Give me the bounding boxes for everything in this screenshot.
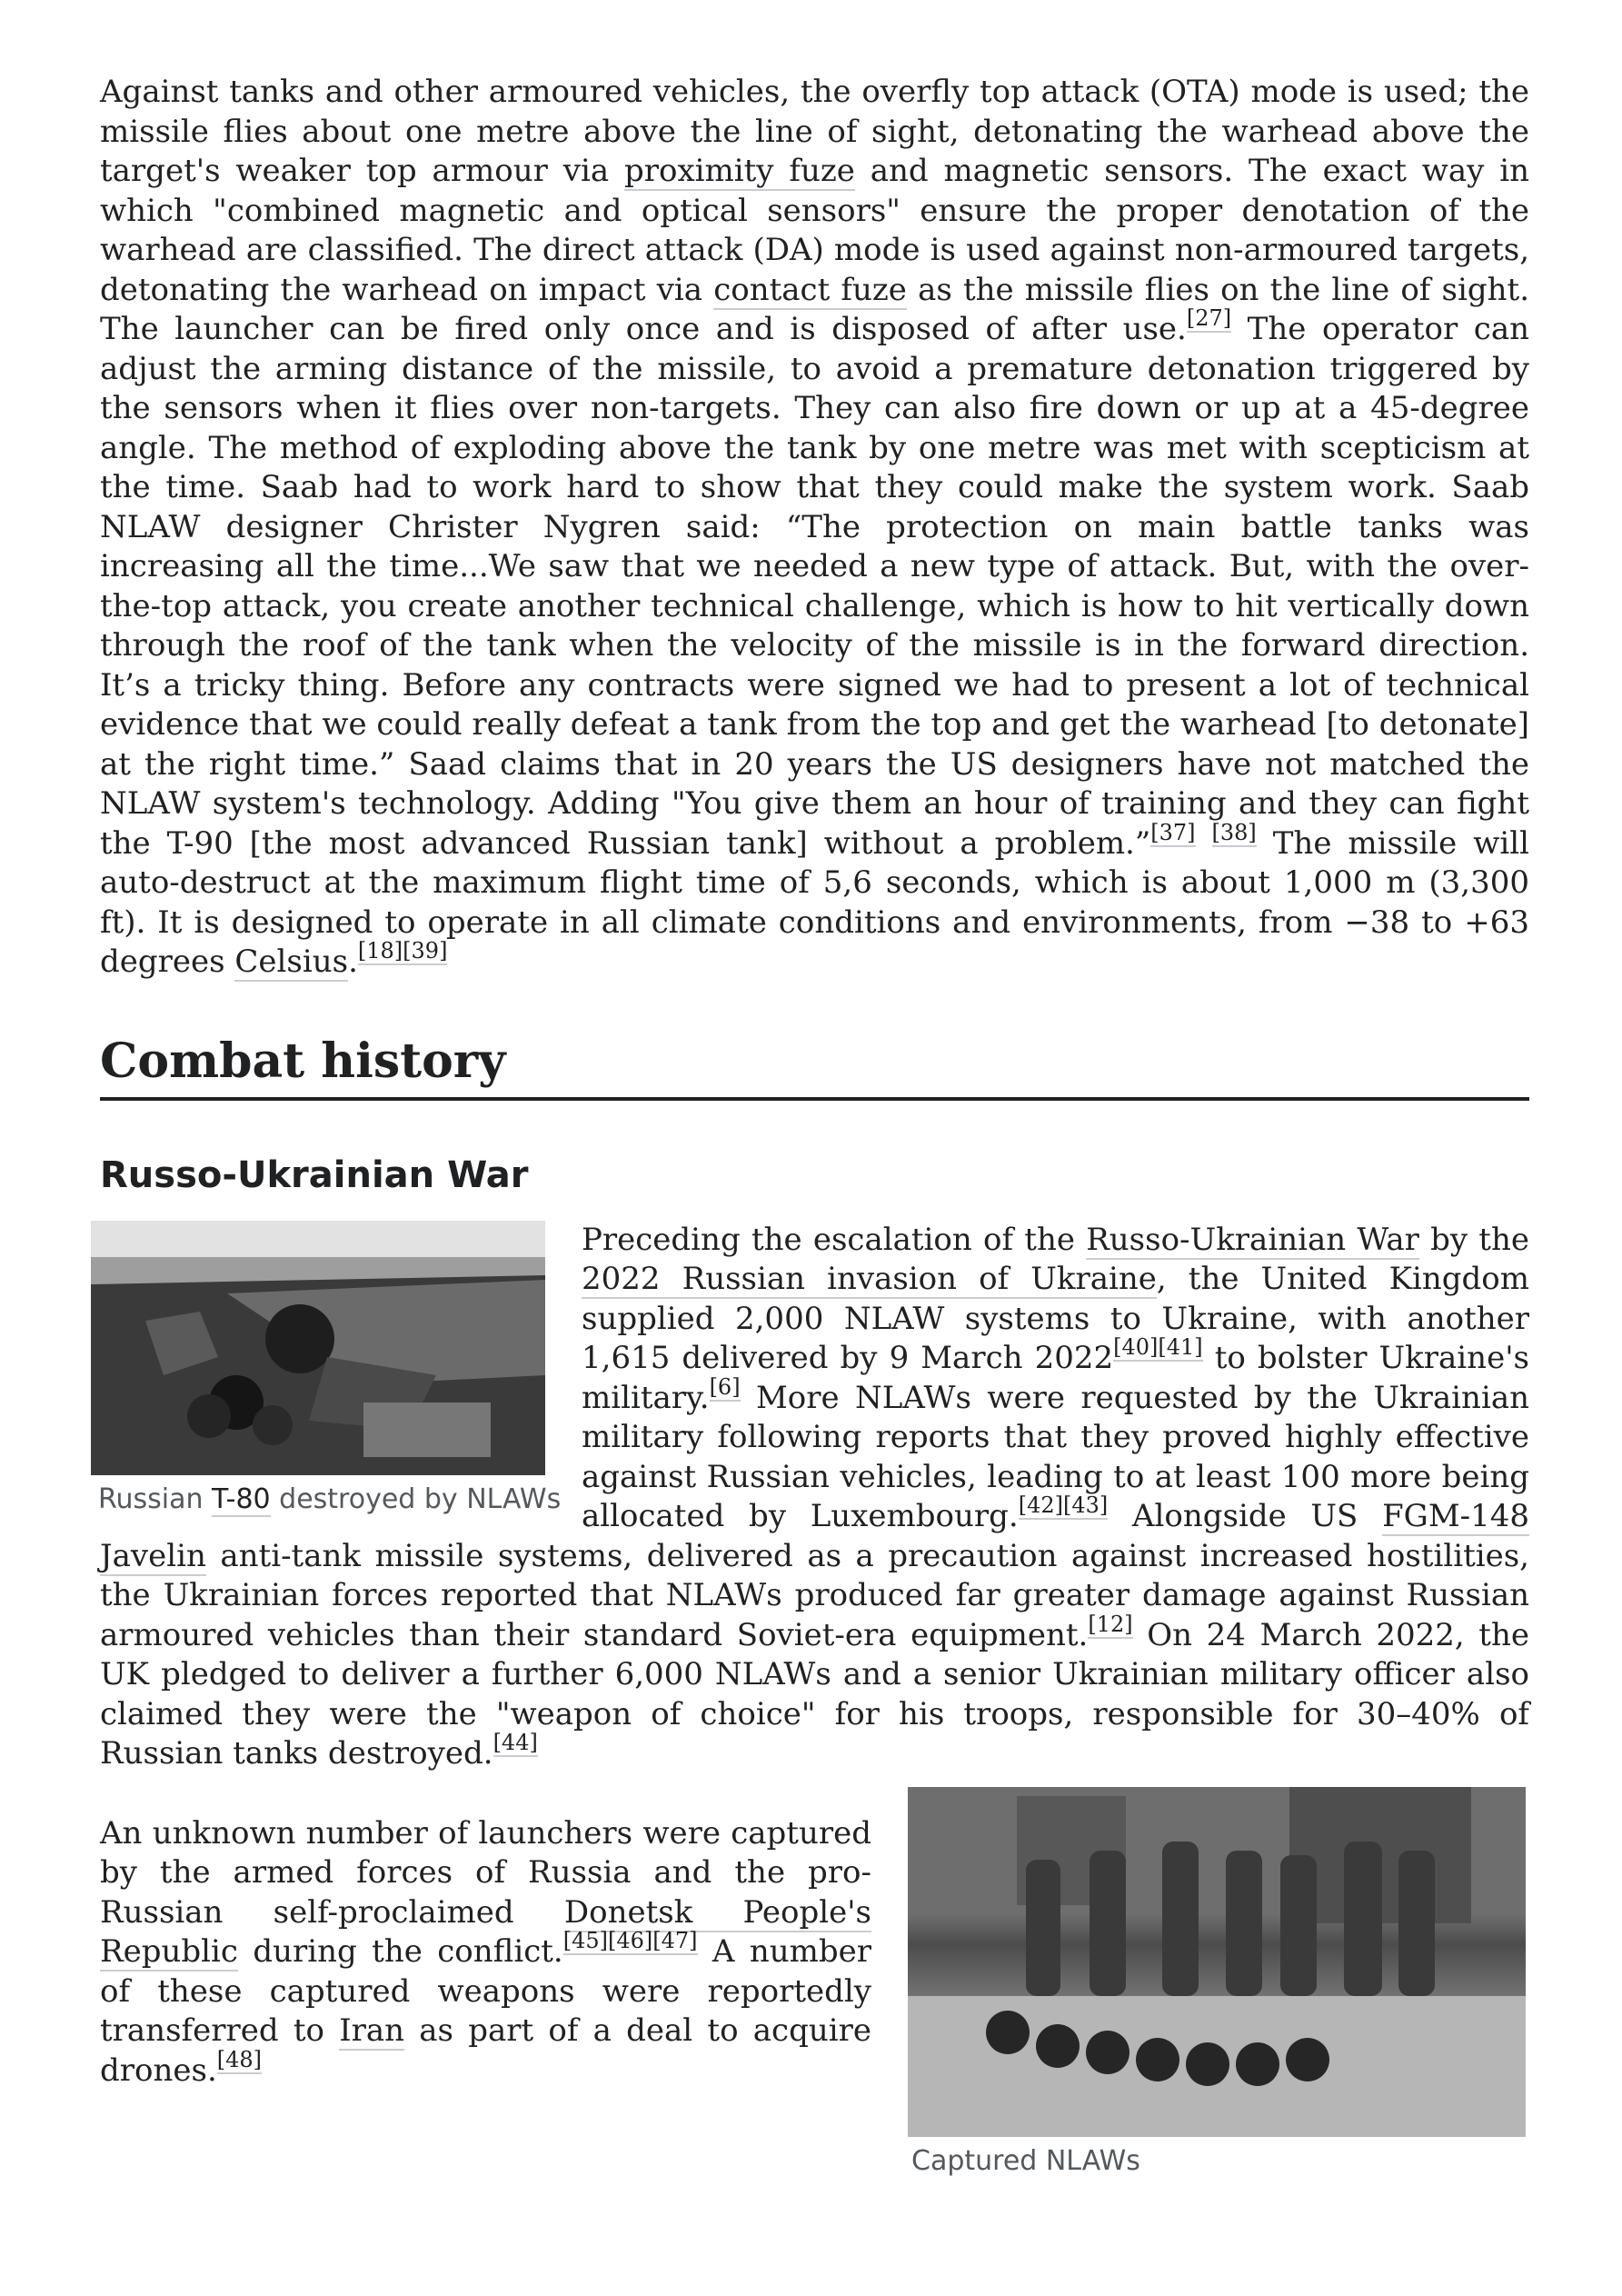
paragraph-text: Preceding the escalation of the <box>582 1221 1087 1258</box>
guidance-paragraph <box>100 73 1529 983</box>
link-donetsk-peoples-republic[interactable]: Donetsk People's Republic <box>100 1893 872 1970</box>
caption-text: Russian <box>98 1482 213 1515</box>
captured-nlaws-illustration <box>908 1787 1526 2137</box>
caption-text: destroyed by NLAWs <box>270 1482 562 1515</box>
paragraph-text: as the missile flies on the line of sight. The launcher can be fired only once and is disposed of after use. <box>100 271 1529 347</box>
citation-44[interactable]: [44] <box>493 1730 538 1755</box>
paragraph-text: . <box>348 943 358 980</box>
article-content <box>100 73 1529 2181</box>
citation-40[interactable]: [40] <box>1113 1334 1159 1360</box>
citation-42[interactable]: [42] <box>1018 1492 1063 1518</box>
paragraph-text: Against tanks and other armoured vehicles, the overfly top attack (OTA) mode is used; the missile flies about one metre above the line of sight, detonating the warhead above the target's weaker top armour via <box>100 74 1529 189</box>
citation-37[interactable]: [37] <box>1150 819 1196 845</box>
citation-39[interactable]: [39] <box>403 938 448 963</box>
link-contact-fuze[interactable]: contact fuze <box>713 271 907 308</box>
paragraph-text: The missile will auto-destruct at the maximum flight time of 5,6 seconds, which is about 1,000 m (3,300 ft). It is designed to operate in all climate conditions and environments, from −38 to +63 degrees <box>100 824 1529 980</box>
paragraph-text: by the <box>1418 1221 1529 1258</box>
paragraph-text: Alongside US <box>1108 1498 1383 1534</box>
link-t-80[interactable]: T-80 <box>212 1482 271 1515</box>
destroyed-tank-illustration <box>91 1221 545 1475</box>
destroyed-tank-image[interactable] <box>91 1221 545 1475</box>
captured-nlaws-image[interactable] <box>908 1787 1526 2137</box>
paragraph-text: anti-tank missile systems, delivered as a precaution against increased hostilities, the Ukrainian forces reported that NLAWs produced far greater damage against Russian armoured vehicles than their standard Soviet-era equipment. <box>100 1537 1529 1653</box>
paragraph-text: , the United Kingdom supplied 2,000 NLAW systems to Ukraine, with another 1,615 delivered by 9 March 2022 <box>582 1261 1529 1376</box>
citation-47[interactable]: [47] <box>652 1928 698 1953</box>
link-celsius[interactable]: Celsius <box>234 943 349 980</box>
citation-43[interactable]: [43] <box>1062 1492 1109 1518</box>
citation-18[interactable]: [18] <box>357 938 403 963</box>
paragraph-text: An unknown number of launchers were captured by the armed forces of Russia and the pro-Russian self-proclaimed <box>100 1814 871 1931</box>
citation-46[interactable]: [46] <box>607 1928 653 1953</box>
paragraph-text: More NLAWs were requested by the Ukrainian military following reports that they proved highly effective against Russian vehicles, leading to at least 100 more being allocated by Luxembourg. <box>582 1379 1529 1534</box>
link-iran[interactable]: Iran <box>339 2012 405 2049</box>
paragraph-text: The operator can adjust the arming distance of the missile, to avoid a premature detonation triggered by the sensors when it flies over non-targets. They can also fire down or up at a 45-degree angle. The method of exploding above the tank by one metre was met with scepticism at the time. Saab had to work hard to show that they could make the system work. Saab NLAW designer Christer Nygren said: “The protection on main battle tanks was increasing all the time...We saw that we needed a new type of attack. But, with the over-the-top attack, you create another technical challenge, which is how to hit vertically down through the roof of the tank when the velocity of the missile is in the forward direction. It’s a tricky thing. Before any contracts were signed we had to present a lot of technical evidence that we could really defeat a tank from the top and get the warhead [to detonate] at the right time.” Saad claims that in 20 years the US designers have not matched the NLAW system's technology. Adding "You give them an hour of training and they can fight the T-90 [the most advanced Russian tank] without a problem.” <box>100 311 1529 862</box>
citation-48[interactable]: [48] <box>216 2046 263 2072</box>
paragraph-text: and magnetic sensors. The exact way in which "combined magnetic and optical sensors" ensure the proper denotation of the warhead are classified. The direct attack (DA) mode is used against non-armoured targets, detonating the warhead on impact via <box>100 153 1529 308</box>
figure-captured-nlaws <box>908 1787 1535 2181</box>
citation-12[interactable]: [12] <box>1088 1611 1133 1637</box>
paragraph-text: as part of a deal to acquire drones. <box>100 2012 871 2089</box>
subsection-heading-russo-ukrainian-war: Russo-Ukrainian War <box>100 1153 529 1196</box>
link-fgm-148-javelin[interactable]: FGM-148 Javelin <box>100 1498 1530 1574</box>
citation-27[interactable]: [27] <box>1186 305 1232 331</box>
citation-6[interactable]: [6] <box>709 1373 741 1400</box>
citation-38[interactable]: [38] <box>1211 819 1257 845</box>
paragraph-text: On 24 March 2022, the UK pledged to deliver a further 6,000 NLAWs and a senior Ukrainian military officer also claimed they were the "weapon of choice" for his troops, responsible for 30–40% of Russian tanks destroyed. <box>100 1616 1529 1772</box>
paragraph-text: during the conflict. <box>237 1933 563 1970</box>
citation-41[interactable]: [41] <box>1158 1334 1203 1360</box>
section-heading-combat-history: Combat history <box>100 1032 1529 1101</box>
figure-caption: Captured NLAWs <box>911 2144 1140 2177</box>
link-russo-ukrainian-war[interactable]: Russo-Ukrainian War <box>1086 1221 1419 1258</box>
paragraph-text: A number of these captured weapons were reportedly transferred to <box>100 1933 871 2049</box>
link-2022-invasion[interactable]: 2022 Russian invasion of Ukraine <box>582 1261 1157 1297</box>
figure-destroyed-tank <box>91 1221 582 1519</box>
figure-caption <box>91 1481 582 1519</box>
paragraph-text: to bolster Ukraine's military. <box>582 1340 1529 1416</box>
citation-45[interactable]: [45] <box>562 1928 608 1953</box>
link-proximity-fuze[interactable]: proximity fuze <box>623 153 855 189</box>
